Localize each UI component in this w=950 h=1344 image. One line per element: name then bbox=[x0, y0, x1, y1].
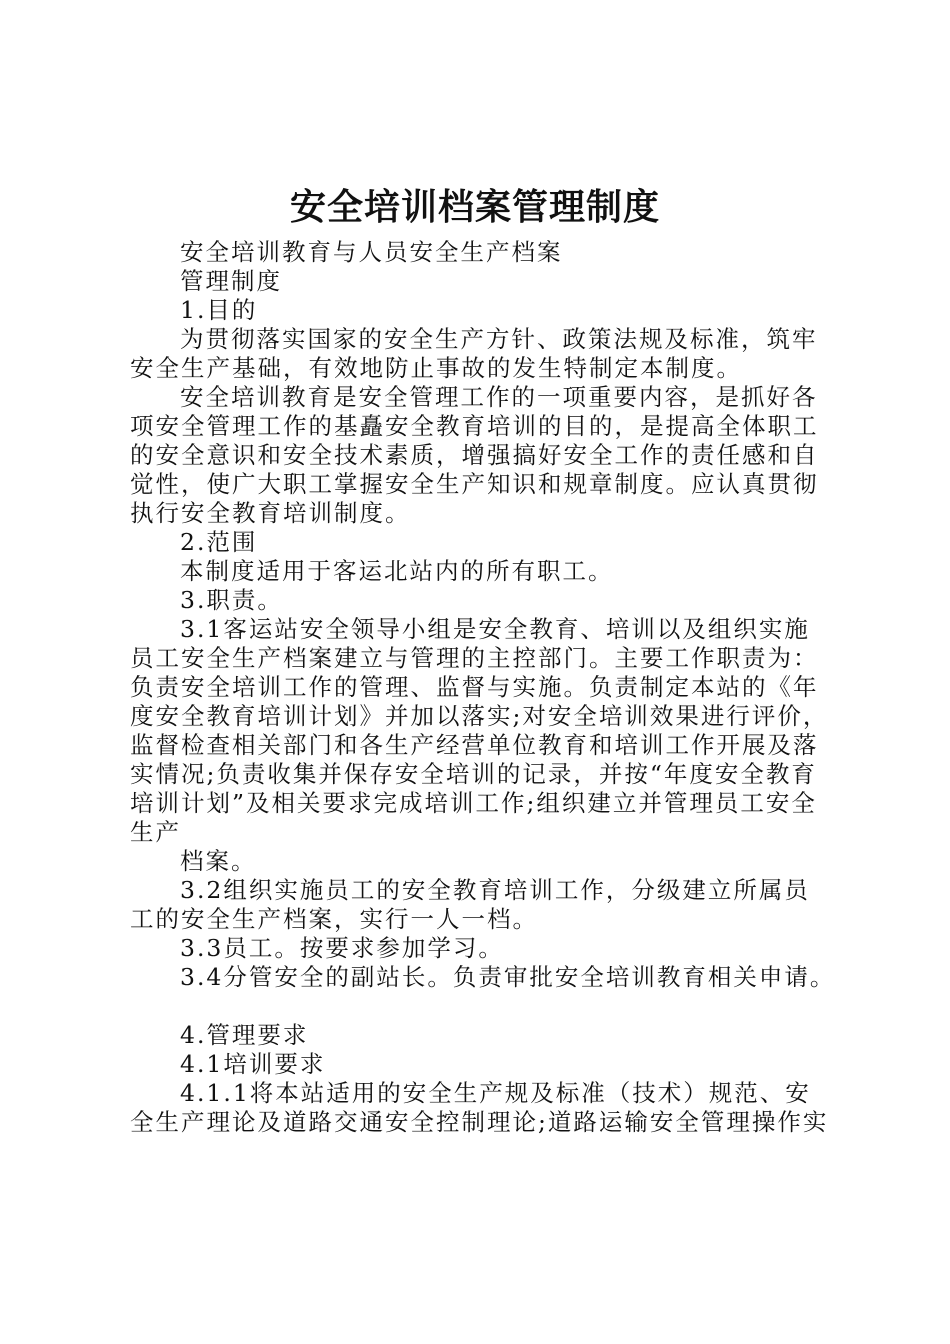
text-line: 监督检查相关部门和各生产经营单位教育和培训工作开展及落 bbox=[130, 731, 819, 759]
text-line: 3.2组织实施员工的安全教育培训工作，分级建立所属员 bbox=[180, 876, 810, 904]
text-line: 4.1.1将本站适用的安全生产规及标准（技术）规范、安 bbox=[180, 1079, 811, 1107]
text-line: 4.管理要求 bbox=[180, 1021, 309, 1049]
text-line: 全生产理论及道路交通安全控制理论;道路运输安全管理操作实 bbox=[130, 1108, 829, 1136]
text-line: 3.职责。 bbox=[180, 586, 283, 614]
text-line: 4.1培训要求 bbox=[180, 1050, 326, 1078]
text-line: 觉性，使广大职工掌握安全生产知识和规章制度。应认真贯彻 bbox=[130, 470, 819, 498]
text-line: 管理制度 bbox=[180, 267, 282, 295]
text-line: 负责安全培训工作的管理、监督与实施。负责制定本站的《年 bbox=[130, 673, 819, 701]
text-line: 安全生产基础，有效地防止事故的发生特制定本制度。 bbox=[130, 354, 742, 382]
text-line bbox=[130, 992, 835, 1021]
text-line: 本制度适用于客运北站内的所有职工。 bbox=[180, 557, 614, 585]
text-line: 的安全意识和安全技术素质，增强搞好安全工作的责任感和自 bbox=[130, 441, 819, 469]
text-line: 安全培训教育与人员安全生产档案 bbox=[180, 238, 563, 266]
text-line: 员工安全生产档案建立与管理的主控部门。主要工作职责为： bbox=[130, 644, 819, 672]
text-line: 实情况;负责收集并保存安全培训的记录，并按“年度安全教育 bbox=[130, 760, 817, 788]
text-line: 2.范围 bbox=[180, 528, 258, 556]
text-line: 安全培训教育是安全管理工作的一项重要内容，是抓好各 bbox=[180, 383, 818, 411]
text-line: 档案。 bbox=[180, 847, 257, 875]
text-line: 项安全管理工作的基矗安全教育培训的目的，是提高全体职工 bbox=[130, 412, 819, 440]
text-line: 3.3员工。按要求参加学习。 bbox=[180, 934, 504, 962]
text-line: 1.目的 bbox=[180, 296, 258, 324]
text-line: 3.1客运站安全领导小组是安全教育、培训以及组织实施 bbox=[180, 615, 810, 643]
text-line: 生产 bbox=[130, 818, 181, 846]
text-line: 执行安全教育培训制度。 bbox=[130, 499, 411, 527]
text-line: 度安全教育培训计划》并加以落实;对安全培训效果进行评价， bbox=[130, 702, 829, 730]
text-line: 培训计划”及相关要求完成培训工作;组织建立并管理员工安全 bbox=[130, 789, 817, 817]
text-line: 工的安全生产档案，实行一人一档。 bbox=[130, 905, 538, 933]
text-line: 3.4分管安全的副站长。负责审批安全培训教育相关申请。 bbox=[180, 963, 836, 991]
document-body bbox=[130, 238, 835, 1137]
document-title: 安全培训档案管理制度 bbox=[289, 187, 660, 228]
text-line: 为贯彻落实国家的安全生产方针、政策法规及标准，筑牢 bbox=[180, 325, 818, 353]
